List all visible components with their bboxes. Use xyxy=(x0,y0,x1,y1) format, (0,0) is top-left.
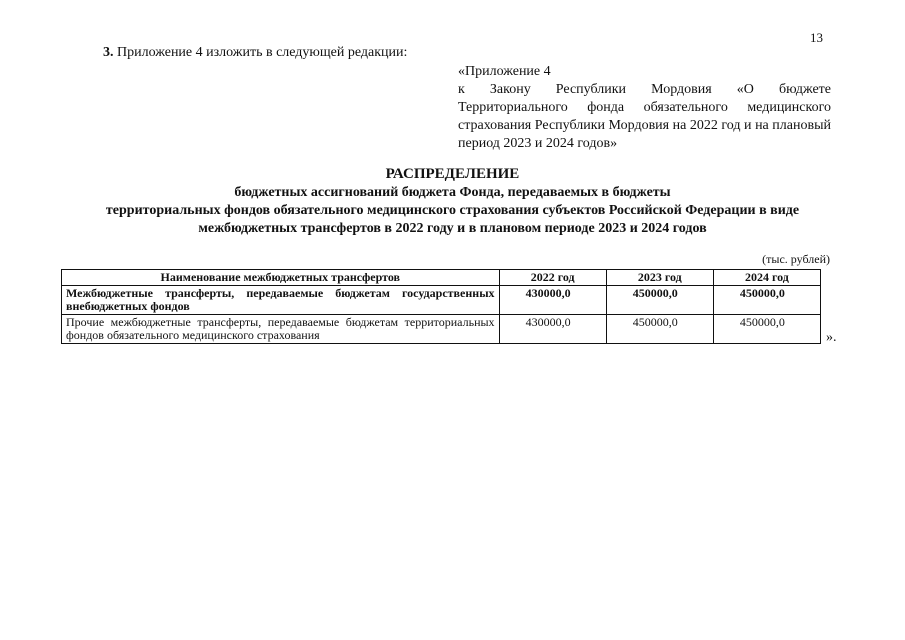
page-number: 13 xyxy=(810,30,823,45)
header-2022: 2022 год xyxy=(499,270,606,286)
header-2024: 2024 год xyxy=(713,270,820,286)
appendix-header xyxy=(458,63,831,153)
table-header-row xyxy=(62,270,821,286)
appendix-label: «Приложение 4 xyxy=(458,64,551,79)
title-line-1: бюджетных ассигнований бюджета Фонда, передаваемых в бюджеты xyxy=(234,185,671,200)
intro-text: Приложение 4 изложить в следующей редакции: xyxy=(117,45,408,60)
header-2023: 2023 год xyxy=(606,270,713,286)
row-value-2023: 450000,0 xyxy=(606,286,713,315)
amendment-intro xyxy=(103,45,407,61)
header-name: Наименование межбюджетных трансфертов xyxy=(62,270,500,286)
title-line-3: межбюджетных трансфертов в 2022 году и в плановом периоде 2023 и 2024 годов xyxy=(198,221,707,236)
item-number: 3. xyxy=(103,45,114,60)
table-row xyxy=(62,286,821,315)
row-value-2024: 450000,0 xyxy=(713,315,820,344)
document-title xyxy=(40,164,865,238)
table-row xyxy=(62,315,821,344)
row-value-2024: 450000,0 xyxy=(713,286,820,315)
row-value-2022: 430000,0 xyxy=(499,315,606,344)
units-label: (тыс. рублей) xyxy=(762,252,830,266)
row-value-2023: 450000,0 xyxy=(606,315,713,344)
appendix-law-reference: к Закону Республики Мордовия «О бюджете Территориального фонда обязательного медицинского страхования Республики Мордовия на 2022 год и на плановый период 2023 и 2024 годов» xyxy=(458,82,831,151)
row-name: Межбюджетные трансферты, передаваемые бюджетам государственных внебюджетных фондов xyxy=(62,286,500,315)
closing-quote: ». xyxy=(826,330,837,345)
title-main: РАСПРЕДЕЛЕНИЕ xyxy=(385,166,520,182)
row-name: Прочие межбюджетные трансферты, передаваемые бюджетам территориальных фондов обязательного медицинского страхования xyxy=(62,315,500,344)
transfers-table xyxy=(61,269,821,344)
title-line-2: территориальных фондов обязательного медицинского страхования субъектов Российской Федерации в виде xyxy=(105,203,800,218)
row-value-2022: 430000,0 xyxy=(499,286,606,315)
